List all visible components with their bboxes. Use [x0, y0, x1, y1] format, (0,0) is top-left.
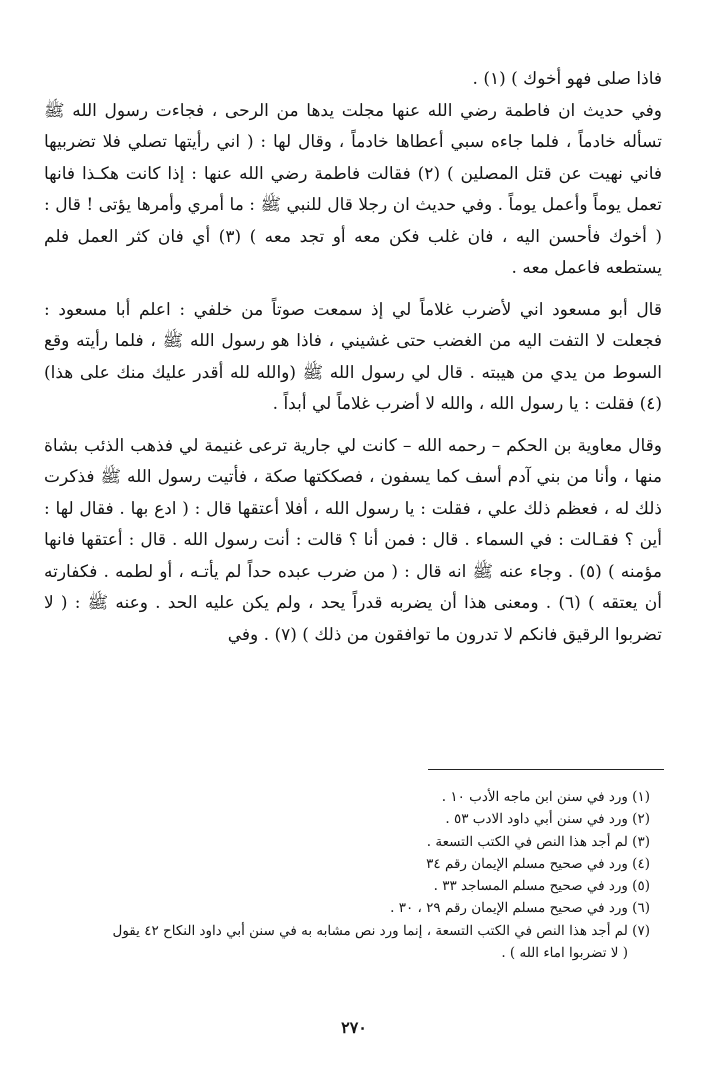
footnote-5: (٥) ورد في صحيح مسلم المساجد ٣٣ . [433, 878, 650, 895]
main-text [44, 64, 662, 651]
paragraph-3: قال أبو مسعود اني لأضرب غلاماً لي إذ سمعت صوتاً من خلفي : اعلم أبا مسعود : فجعلت لا التفت اليه من الغضب حتى غشيني ، فاذا هو رسول الله ﷺ ، فلما رأيته وقع السوط من يدي من هيبته . قال لي رسول الله ﷺ (والله لله أقدر عليك منك على هذا) (٤) فقلت : يا رسول الله ، والله لا أضرب غلاماً لي أبداً . [44, 299, 662, 414]
footnote-4: (٤) ورد في صحيح مسلم الإيمان رقم ٣٤ [426, 855, 650, 872]
footnotes [30, 786, 650, 964]
footnote-6: (٦) ورد في صحيح مسلم الإيمان رقم ٢٩ ، ٣٠ . [390, 900, 650, 917]
footnote-1: (١) ورد في سنن ابن ماجه الأدب ١٠ . [441, 789, 650, 805]
footnote-3: (٣) لم أجد هذا النص في الكتب التسعة . [426, 833, 650, 850]
paragraph-4: وقال معاوية بن الحكم – رحمه الله – كانت لي جارية ترعى غنيمة لي فذهب الذئب بشاة منها ، وأنا من بني آدم أسف كما يسفون ، فصككتها صكة ، فأتيت رسول الله ﷺ فذكرت ذلك له ، فعظم ذلك علي ، فقلت : يا رسول الله ، أفلا أعتقها قال : ( ادع بها . فقال لها : أين ؟ فقـالت : في السماء . قال : فمن أنا ؟ قالت : أنت رسول الله . قال : أعتقها فانها مؤمنه ) (٥) . وجاء عنه ﷺ انه قال : ( من ضرب عبده حداً لم يأتـه ، أو لطمه . فكفارته أن يعتقه ) (٦) . ومعنى هذا أن يضربه قدراً يحد ، ولم يكن عليه الحد . وعنه ﷺ : ( لا تضربوا الرقيق فانكم لا تدرون ما توافقون من ذلك ) (٧) . وفي [44, 435, 662, 645]
footnote-7-continuation: ( لا تضربوا اماء الله ) . [501, 945, 628, 962]
footnote-separator [428, 769, 664, 770]
footnote-2: (٢) ورد في سنن أبي داود الادب ٥٣ . [445, 811, 650, 828]
paragraph-1: فاذا صلى فهو أخوك ) (١) . [472, 69, 662, 89]
page-number: ٢٧٠ [341, 1018, 367, 1037]
footnote-7: (٧) لم أجد هذا النص في الكتب التسعة ، إنما ورد نص مشابه به في سنن أبي داود النكاح ٤٢ يقول [112, 922, 650, 939]
paragraph-2: وفي حديث ان فاطمة رضي الله عنها مجلت يدها من الرحى ، فجاءت رسول الله ﷺ تسأله خادماً ، فلما جاءه سبي أعطاها خادماً ، وقال لها : ( اني رأيتها تصلي فلا تضربيها فاني نهيت عن قتل المصلين ) (٢) فقالت فاطمة رضي الله عنها : إذا كانت هكـذا فانها تعمل يوماً وأعمل يوماً . وفي حديث ان رجلا قال للنبي ﷺ : ما أمري وأمرها يؤتى ! قال : ( أخوك فأحسن اليه ، فان غلب فكن معه أو تجد معه ) (٣) أي فان كثر العمل فلم يستطعه فاعمل معه . [44, 100, 663, 278]
